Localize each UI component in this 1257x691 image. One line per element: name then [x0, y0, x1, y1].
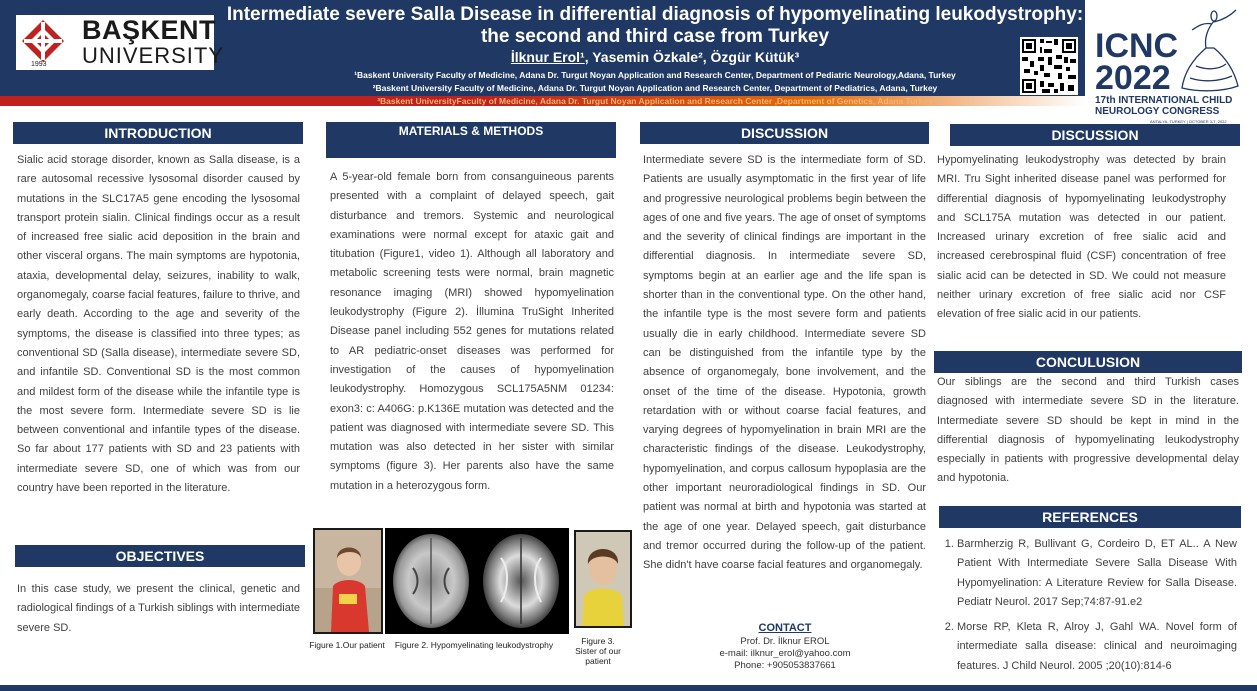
- references-list: [937, 535, 1237, 676]
- affiliation-3: ³Baskent UniversityFaculty of Medicine, Adana Dr. Turgut Noyan Application and Research Center ,Department of Genetics, Adana Turkey: [377, 96, 933, 106]
- congress-subtitle: [1095, 95, 1232, 117]
- discussion-heading-1: DISCUSSION: [640, 122, 929, 144]
- introduction-text: Sialic acid storage disorder, known as Salla disease, is a rare autosomal recessive lysosomal disorder caused by mutations in the SLC17A5 gene encoding the lysosomal transport protein sialin. Clinical findings occur as a result of increased free sialic acid deposition in the brain and other visceral organs. The main symptoms are hypotonia, ataxia, developmental delay, seizures, inability to walk, organomegaly, coarse facial features, failure to thrive, and early death. According to the age and severity of the symptoms, the disease is classified into three types; as conventional SD (Salla disease), intermediate severe SD, and infantile SD. Conventional SD is the most common and mildest form of the disease while the infantile type is the most severe form. Intermediate severe SD is lie between conventional and infantile types of the disease. So far about 177 patients with SD and 23 patients with intermediate severe SD, one of which was from our country have been reported in the literature.: [17, 154, 300, 495]
- introduction-heading: INTRODUCTION: [13, 122, 303, 144]
- contact-heading: CONTACT: [758, 622, 812, 634]
- affiliation-1: ¹Baskent University Faculty of Medicine, Adana Dr. Turgut Noyan Application and Research Center, Department of Pediatric Neurology,Adana, Turkey: [354, 70, 956, 80]
- logo-name-line2: UNIVERSITY: [82, 43, 225, 68]
- qr-code-icon: [1020, 37, 1078, 95]
- authors: [225, 49, 1085, 65]
- affiliation-2: ²Baskent University Faculty of Medicine, Adana Dr. Turgut Noyan Application and Research Center, Department of Pediatrics, Adana, Turkey: [372, 83, 938, 93]
- title-line2: the second and third case from Turkey: [480, 26, 830, 47]
- congress-location-date: ANTALYA, TURKEY | OCTOBER 3-7, 2022: [1150, 119, 1227, 124]
- footer-bar: [0, 685, 1257, 691]
- university-emblem-icon: [21, 19, 65, 63]
- materials-methods-heading: MATERIALS & METHODS: [326, 122, 616, 158]
- conclusion-heading: CONCULUSION: [934, 351, 1242, 373]
- figure3-caption-line3: patient: [585, 656, 611, 666]
- other-authors: , Yasemin Özkale², Özgür Kütük³: [584, 49, 800, 65]
- congress-logo: [1095, 27, 1179, 97]
- congress-name: ICNC: [1095, 27, 1179, 65]
- poster-title: [225, 4, 1085, 48]
- whirling-dervish-icon: [1178, 8, 1242, 94]
- figure3-sister-photo: [574, 530, 632, 628]
- congress-subtitle-line2: NEUROLOGY CONGRESS: [1095, 106, 1220, 117]
- figure3-caption-line2: Sister of our: [575, 646, 621, 656]
- figure2-caption: Figure 2. Hypomyelinating leukodystrophy: [394, 640, 554, 650]
- congress-year: 2022: [1095, 59, 1171, 97]
- reference-item: 1. Barmherzig R, Bullivant G, Cordeiro D, ET AL.. A New Patient With Intermediate Severe Salla Disease With Hypomyelination: A Literature Review for Salla Disease. Pediatr Neurol. 2017 Sep;74:87-91.e2: [957, 535, 1237, 612]
- figure1-patient-photo: [313, 528, 383, 634]
- contact-phone: Phone: +905053837661: [734, 660, 836, 671]
- figure1-caption: Figure 1.Our patient: [309, 640, 385, 650]
- contact-block: [700, 622, 870, 672]
- university-logo: [16, 15, 225, 70]
- contact-name: Prof. Dr. İlknur EROL: [740, 636, 830, 647]
- logo-year: 1993: [31, 61, 47, 68]
- contact-email: e-mail: ilknur_erol@yahoo.com: [719, 648, 851, 659]
- reference-item: 2. Morse RP, Kleta R, Alroy J, Gahl WA. Novel form of intermediate salla disease: clinical and neuroimaging features. J Child Neurol. 2005 ;20(10):814-6: [957, 618, 1237, 676]
- discussion-text-1: Intermediate severe SD is the intermediate form of SD. Patients are usually asymptomatic in the first year of life and progressive neurological problems begin between the ages of one and five years. The age of onset of symptoms and the severity of clinical findings are important in the differential diagnosis. In intermediate severe SD, symptoms begin at an earlier age and the life span is shorter than in the conventional type. On the other hand, the infantile type is the most severe form and patients usually die in early childhood. Intermediate severe SD can be distinguished from the infantile type by the absence of organomegaly, bone involvement, and the onset of the time of the disease. Hypotonia, growth retardation with or without coarse facial features, and varying degrees of hypomyelination in brain MRI are the characteristic findings of the disease. Leukodystrophy, hypomyelination, and corpus callosum hypoplasia are the other important neuroradiological findings in SD. Our patient was normal at birth and hypotonia was started at the age of one year. Delayed speech, gait disturbance and tremor occurred during the follow-up of the patient. She didn't have coarse facial features and organomegaly.: [643, 154, 926, 572]
- references-heading: REFERENCES: [939, 506, 1241, 528]
- figure3-caption: [566, 636, 630, 666]
- congress-subtitle-line1: 17th INTERNATIONAL CHILD: [1095, 95, 1233, 106]
- logo-name-line1: BAŞKENT: [82, 15, 217, 45]
- objectives-text: In this case study, we present the clinical, genetic and radiological findings of a Turkish siblings with intermediate severe SD.: [17, 583, 300, 634]
- discussion-heading-2: DISCUSSION: [950, 124, 1240, 146]
- objectives-heading: OBJECTIVES: [15, 545, 305, 567]
- first-author: İlknur Erol¹: [510, 49, 585, 65]
- title-line1: Intermediate severe Salla Disease in differential diagnosis of hypomyelinating leukodystrophy:: [226, 4, 1084, 25]
- figure3-caption-line1: Figure 3.: [581, 636, 615, 646]
- figure2-mri-images: [385, 528, 569, 634]
- discussion-text-2: Hypomyelinating leukodystrophy was detected by brain MRI. Tru Sight inherited disease panel was performed for differential diagnosis of hypomyelinating leukodystrophy and SCL175A mutation was detected in our patient. Increased urinary excretion of free sialic acid and increased cerebrospinal fluid (CSF) concentration of free sialic acid can be detected in SD. We could not measure neither urinary excretion of free sialic acid nor CSF elevation of free sialic acid in our patients.: [937, 154, 1226, 321]
- materials-methods-text: A 5-year-old female born from consanguineous parents presented with a complaint of delayed speech, gait disturbance and tremors. Systemic and neurological examinations were normal except for ataxic gait and titubation (Figure1, video 1). Although all laboratory and metabolic screening tests were normal, brain magnetic resonance imaging (MRI) showed hypomyelination leukodystrophy (Figure 2). İllumina TruSight Inherited Disease panel including 552 genes for mutations related to AR pediatric-onset diseases was performed for investigation of the causes of hypomyelination leukodystrophy. Homozygous SCL175A5NM 01234: exon3: c: A406G: p.K136E mutation was detected and the patient was diagnosed with intermediate severe SD. This mutation was also detected in her sister with similar symptoms (figure 3). Her parents also have the same mutation in a heterozygous form.: [330, 171, 614, 492]
- conclusion-text: Our siblings are the second and third Turkish cases diagnosed with intermediate severe SD in the literature. Intermediate severe SD should be kept in mind in the differential diagnosis of hypomyelinating leukodystrophy especially in patients with progressive developmental delay and hypotonia.: [937, 376, 1239, 485]
